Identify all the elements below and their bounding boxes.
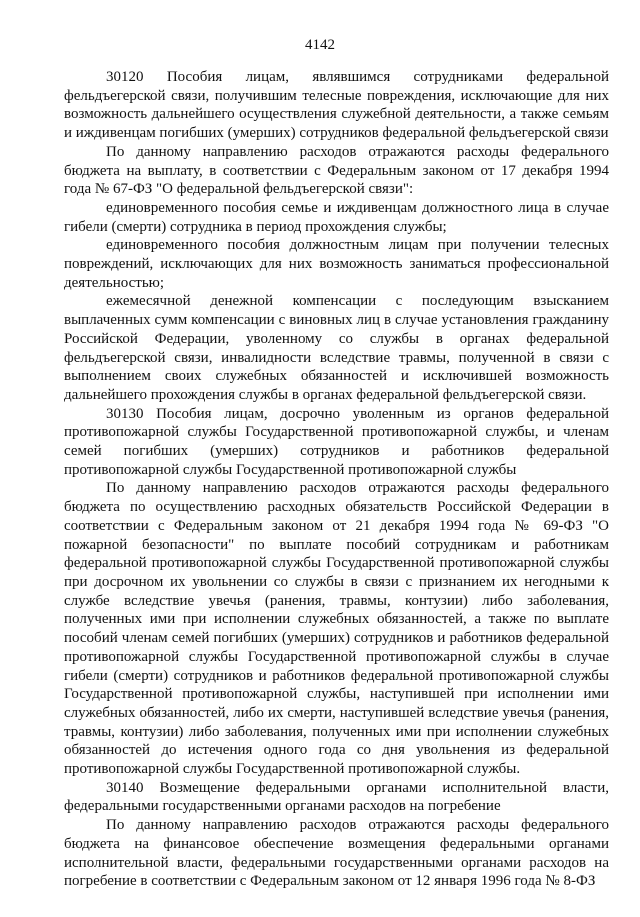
paragraph-30130-heading: 30130 Пособия лицам, досрочно уволенным из органов федеральной противопожарной службы Государственной противопожарной службы, и членам семей погибших (умерших) сотрудников и работников федеральной противопожарной службы Государственной противопожарной службы [64, 405, 609, 478]
paragraph-30140-description: По данному направлению расходов отражаются расходы федерального бюджета на финансовое обеспечение возмещения федеральными органами исполнительной власти, федеральными государственными органами расходов на погребение в соответствии с Федеральным законом от 12 января 1996 года № 8-ФЗ [64, 817, 609, 890]
paragraph-30120-heading: 30120 Пособия лицам, являвшимся сотрудниками федеральной фельдъегерской связи, получившим телесные повреждения, исключающие для них возможность дальнейшего осуществления служебной деятельности, а также семьям и иждивенцам погибших (умерших) сотрудников федеральной фельдъегерской связи [64, 69, 609, 142]
paragraph-30130-description: По данному направлению расходов отражаются расходы федерального бюджета по осуществлению расходных обязательств Российской Федерации в соответствии с Федеральным законом от 21 декабря 1994 года № 69-ФЗ "О пожарной безопасности" по выплате пособий сотрудникам и работникам федеральной противопожарной службы Государственной противопожарной службы при досрочном их увольнении со службы в связи с признанием их негодными к службе вследствие увечья (ранения, травмы, контузии) либо заболевания, полученных ими при исполнении служебных обязанностей, а также по выплате пособий членам семей погибших (умерших) сотрудников и работников федеральной противопожарной службы Государственной противопожарной службы в случае гибели (смерти) сотрудников и работников федеральной противопожарной службы Государственной противопожарной службы, наступившей при исполнении ими служебных обязанностей, либо их смерти, наступившей вследствие увечья (ранения, травмы, контузии) либо заболевания, полученных ими при исполнении служебных обязанностей до истечения одного года со дня увольнения из федеральной противопожарной службы Государственной противопожарной службы. [64, 480, 609, 778]
paragraph-30120-description: По данному направлению расходов отражаются расходы федерального бюджета на выплату, в соответствии с Федеральным законом от 17 декабря 1994 года № 67-ФЗ "О федеральной фельдъегерской связи": [64, 143, 609, 198]
page-number: 4142 [305, 37, 335, 53]
paragraph-30120-item-3: ежемесячной денежной компенсации с последующим взысканием выплаченных сумм компенсации с виновных лиц в случае установления гражданину Российской Федерации, уволенному со службы в органах федеральной фельдъегерской связи, инвалидности вследствие травмы, полученной в связи с выполнением своих служебных обязанностей и исключившей возможность дальнейшего прохождения службы в органах федеральной фельдъегерской связи. [64, 293, 609, 403]
paragraph-30140-heading: 30140 Возмещение федеральными органами исполнительной власти, федеральными государственными органами расходов на погребение [64, 779, 609, 815]
document-body [64, 68, 609, 891]
paragraph-30120-item-1: единовременного пособия семье и иждивенцам должностного лица в случае гибели (смерти) сотрудника в период прохождения службы; [64, 199, 609, 235]
paragraph-30120-item-2: единовременного пособия должностным лицам при получении телесных повреждений, исключающих для них возможность заниматься профессиональной деятельностью; [64, 237, 609, 291]
